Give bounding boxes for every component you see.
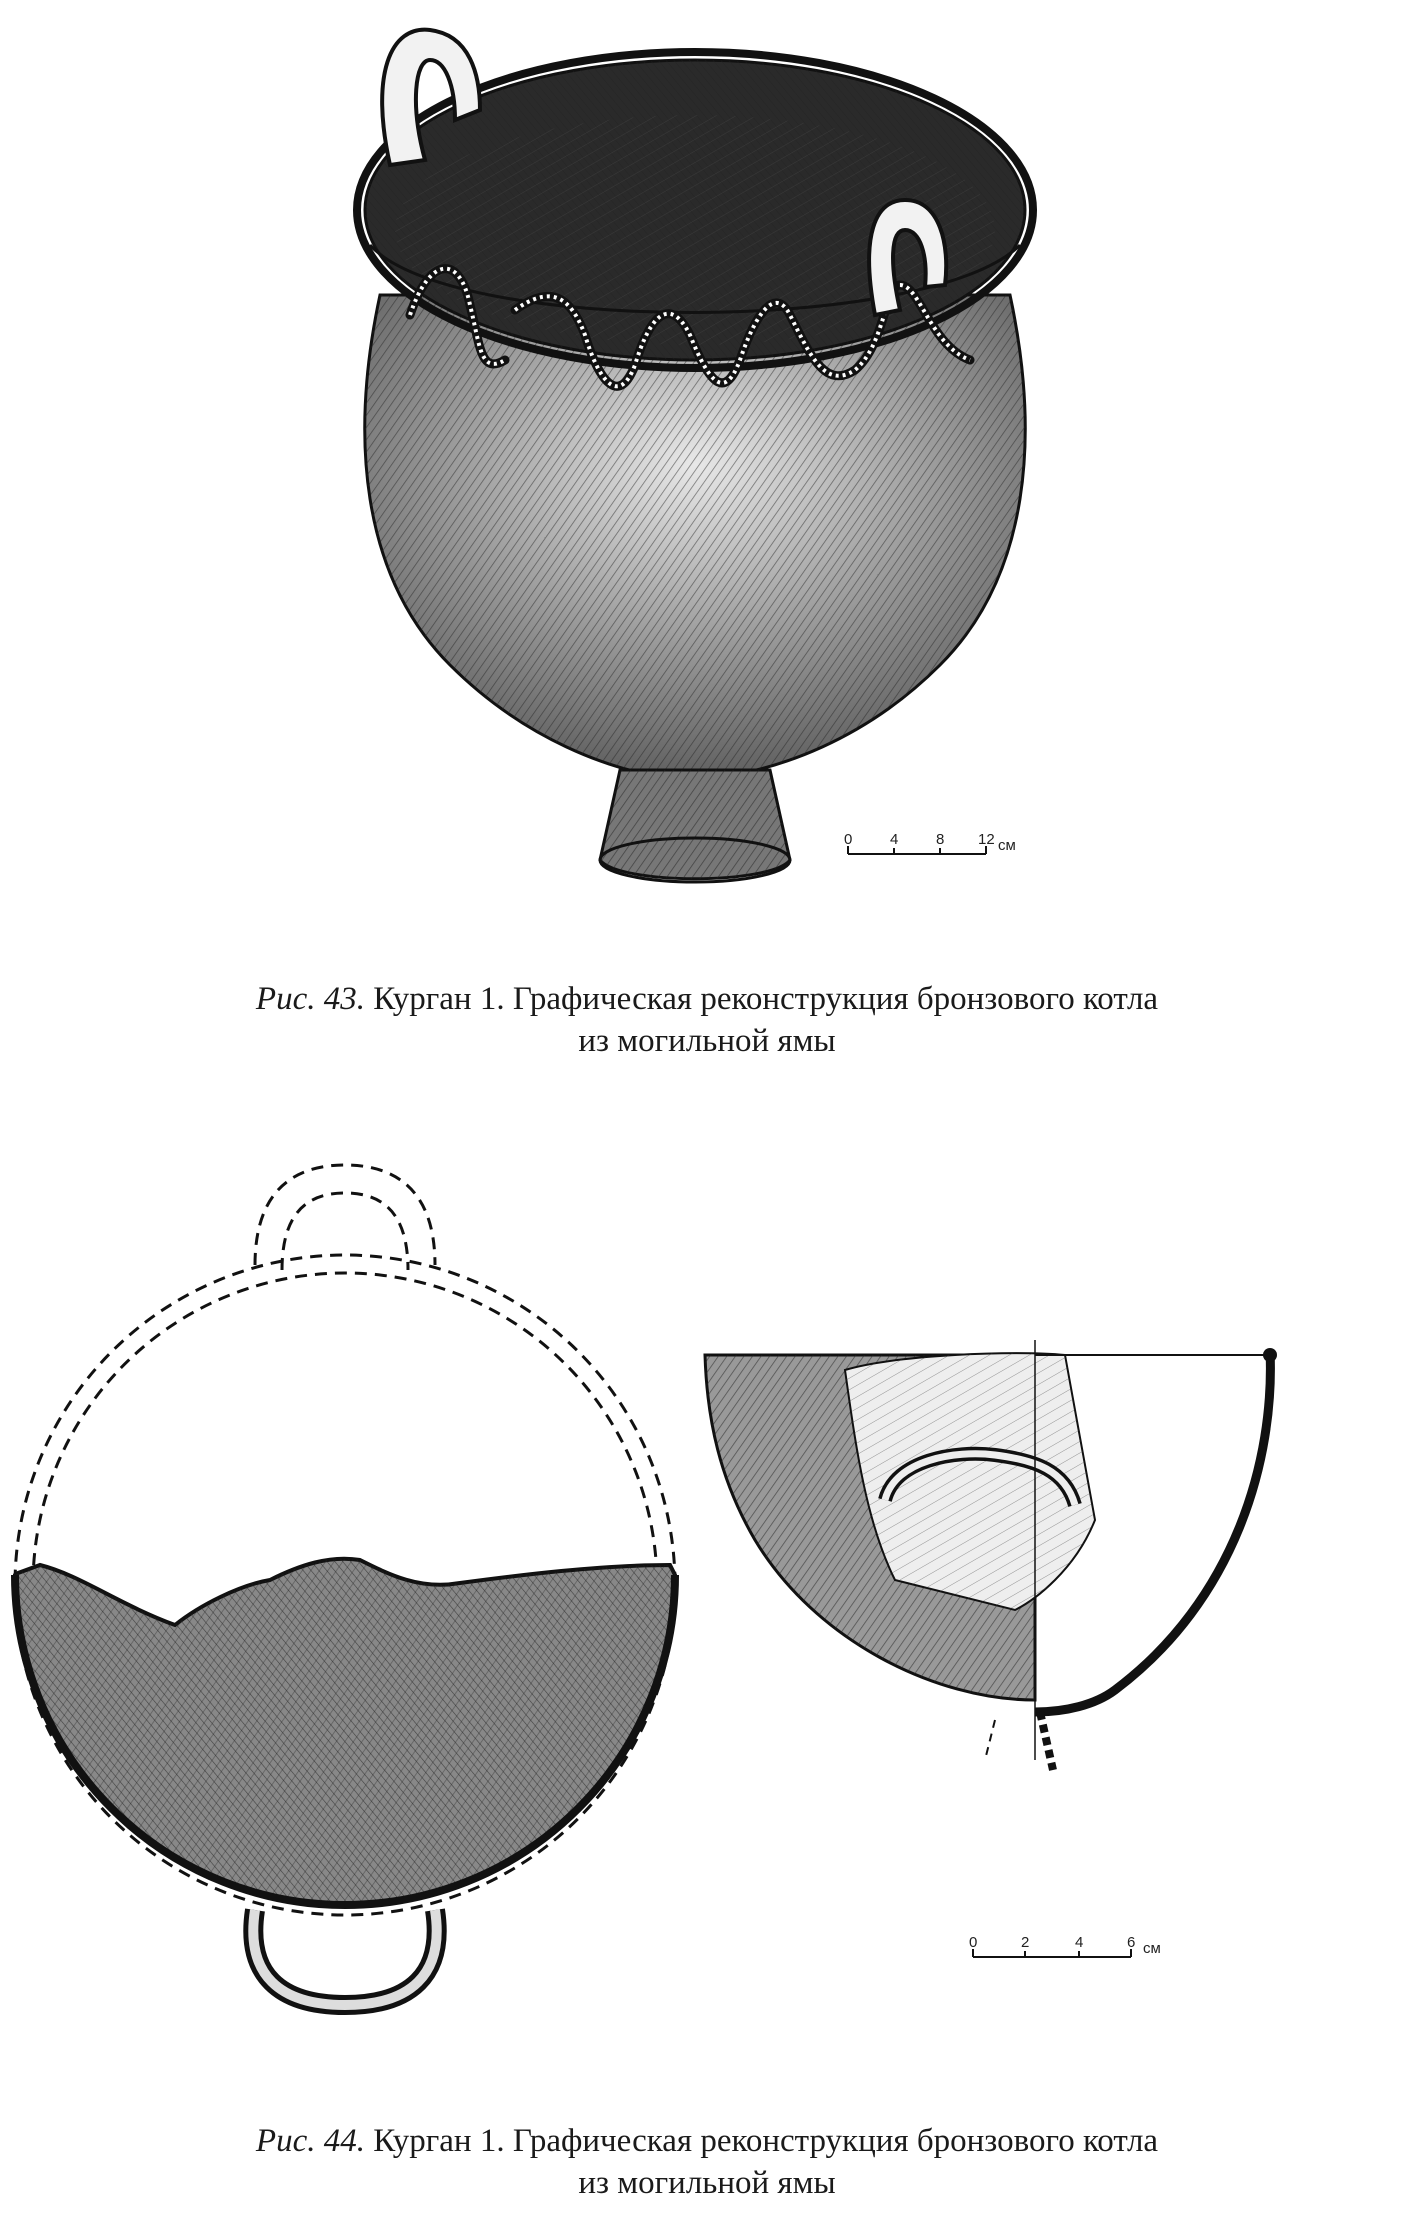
figure-44-top-view bbox=[0, 1135, 720, 2065]
figure-44-number: Рис. 44. bbox=[255, 2123, 365, 2159]
figure-43-caption bbox=[0, 978, 1414, 1062]
scale-bar-43 bbox=[840, 822, 1040, 867]
scale-44-tick-1: 2 bbox=[1021, 1934, 1030, 1951]
scale-44-tick-2: 4 bbox=[1075, 1934, 1084, 1951]
figure-43-caption-line2: из могильной ямы bbox=[578, 1023, 836, 1059]
figure-43-cauldron-drawing bbox=[330, 15, 1090, 945]
scale-44-tick-0: 0 bbox=[969, 1934, 978, 1951]
figure-43-caption-line1: Курган 1. Графическая реконструкция бронзового котла bbox=[373, 981, 1159, 1017]
scale-bar-44 bbox=[965, 1925, 1195, 1970]
scale-44-tick-3: 6 bbox=[1127, 1934, 1136, 1951]
figure-44-profile-view bbox=[695, 1340, 1395, 1820]
figure-44-caption-line1: Курган 1. Графическая реконструкция бронзового котла bbox=[373, 2123, 1159, 2159]
scale-43-unit: см bbox=[998, 837, 1016, 854]
scale-43-tick-1: 4 bbox=[890, 831, 899, 848]
figure-44-caption bbox=[0, 2120, 1414, 2204]
scale-43-tick-2: 8 bbox=[936, 831, 945, 848]
scale-43-tick-0: 0 bbox=[844, 831, 853, 848]
figure-44-caption-line2: из могильной ямы bbox=[578, 2165, 836, 2201]
figure-43-number: Рис. 43. bbox=[255, 981, 365, 1017]
scale-44-unit: см bbox=[1143, 1940, 1161, 1957]
scale-43-tick-3: 12 bbox=[978, 831, 995, 848]
